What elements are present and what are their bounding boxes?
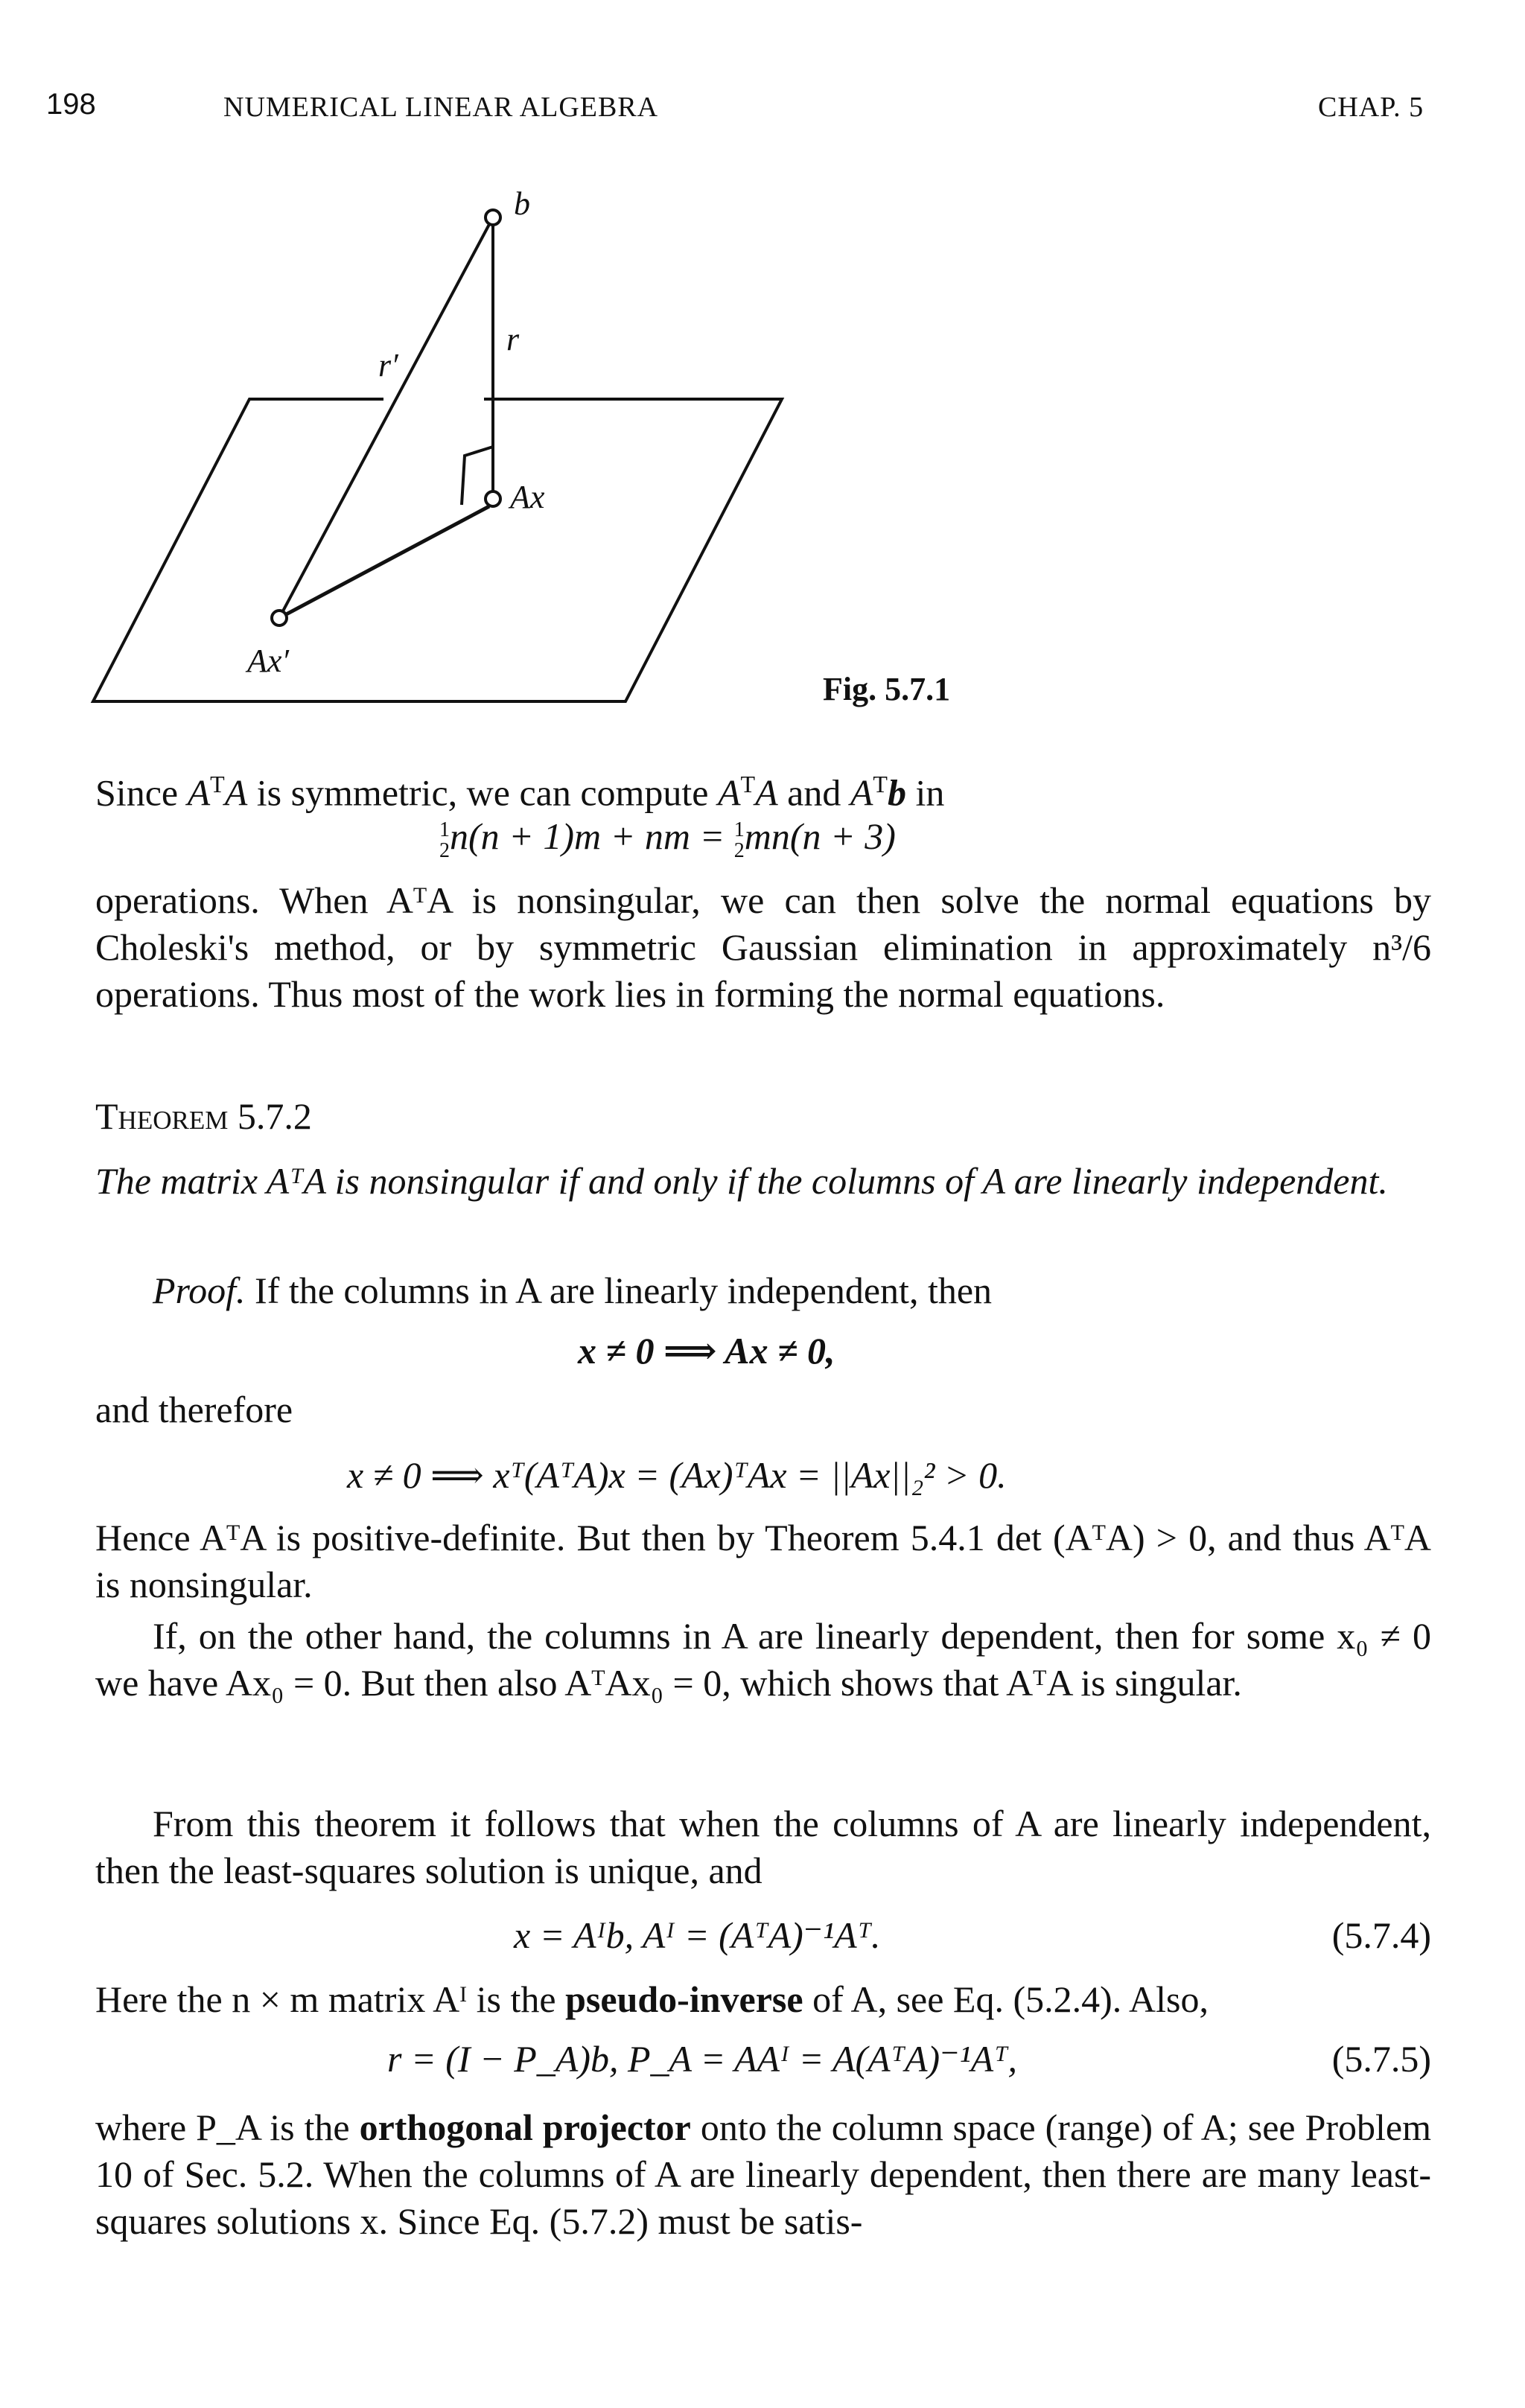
label-ax: Ax: [510, 479, 545, 515]
equation-positive-definite: x ≠ 0 ⟹ xᵀ(AᵀA)x = (Ax)ᵀAx = ||Ax||₂² > 0.: [347, 1454, 1007, 1496]
paragraph-unique-solution: From this theorem it follows that when the columns of A are linearly independent, then the least-squares solution is unique, and: [95, 1803, 1431, 1891]
theorem-heading: Theorem 5.7.2: [95, 1095, 312, 1137]
equation-projector: r = (I − P_A)b, P_A = AAᴵ = A(AᵀA)⁻¹Aᵀ,: [387, 2038, 1017, 2080]
page-number: 198: [46, 88, 96, 121]
label-ax-prime: Ax′: [247, 643, 290, 679]
equation-number-5-7-4: (5.7.4): [1331, 1914, 1431, 1956]
paragraph-orthogonal-projector: where P_A is the orthogonal projector onto the column space (range) of A; see Problem 10 of Sec. 5.2. When the columns of A are linearly dependent, then there are many least-squares solutions x. Since Eq. (5.7.2) must be satis-: [95, 2106, 1432, 2242]
point-b: [485, 210, 500, 225]
figure-projection-diagram: [74, 186, 819, 722]
text-and-therefore: and therefore: [95, 1389, 293, 1430]
label-r-prime: r′: [378, 347, 398, 383]
equation-number-5-7-5: (5.7.5): [1331, 2038, 1431, 2080]
figure-caption: Fig. 5.7.1: [823, 671, 951, 707]
paragraph-positive-definite: Hence AᵀA is positive-definite. But then by Theorem 5.4.1 det (AᵀA) > 0, and thus AᵀA is nonsingular.: [95, 1517, 1431, 1605]
equation-implication: x ≠ 0 ⟹ Ax ≠ 0,: [578, 1330, 835, 1372]
paragraph-pseudo-inverse: Here the n × m matrix Aᴵ is the pseudo-inverse of A, see Eq. (5.2.4). Also,: [95, 1978, 1209, 2020]
label-r: r: [506, 321, 520, 357]
equation-operation-count: 1 2 n(n + 1)m + nm = 1 2 mn(n + 3): [439, 815, 896, 862]
proof-start: Proof. If the columns in A are linearly independent, then: [153, 1270, 993, 1311]
residual-r-prime-line: [279, 217, 493, 618]
projection-plane: [93, 399, 782, 701]
paragraph-dependent-case: If, on the other hand, the columns in A are linearly dependent, then for some x₀ ≠ 0 we have Ax₀ = 0. But then also AᵀAx₀ = 0, which shows that AᵀA is singular.: [95, 1615, 1431, 1704]
equation-pseudo-inverse: x = Aᴵb, Aᴵ = (AᵀA)⁻¹Aᵀ.: [514, 1914, 881, 1956]
paragraph-operations: operations. When AᵀA is nonsingular, we can then solve the normal equations by Choleski's method, or by symmetric Gaussian elimination in approximately n³/6 operations. Thus most of the work lies in forming the normal equations.: [95, 879, 1431, 1015]
segment-ax-prime-to-ax: [279, 506, 489, 618]
theorem-statement: The matrix AᵀA is nonsingular if and only if the columns of A are linearly independent.: [95, 1160, 1388, 1202]
point-ax-prime: [272, 611, 287, 625]
label-b: b: [514, 186, 530, 222]
paragraph-intro: Since $A^TA$ is symmetric, we can compute $A^TA$ and $A^Tb$ in: [95, 771, 945, 814]
point-ax: [485, 491, 500, 506]
chapter-label: CHAP. 5: [1318, 92, 1424, 123]
running-title: NUMERICAL LINEAR ALGEBRA: [223, 92, 659, 123]
